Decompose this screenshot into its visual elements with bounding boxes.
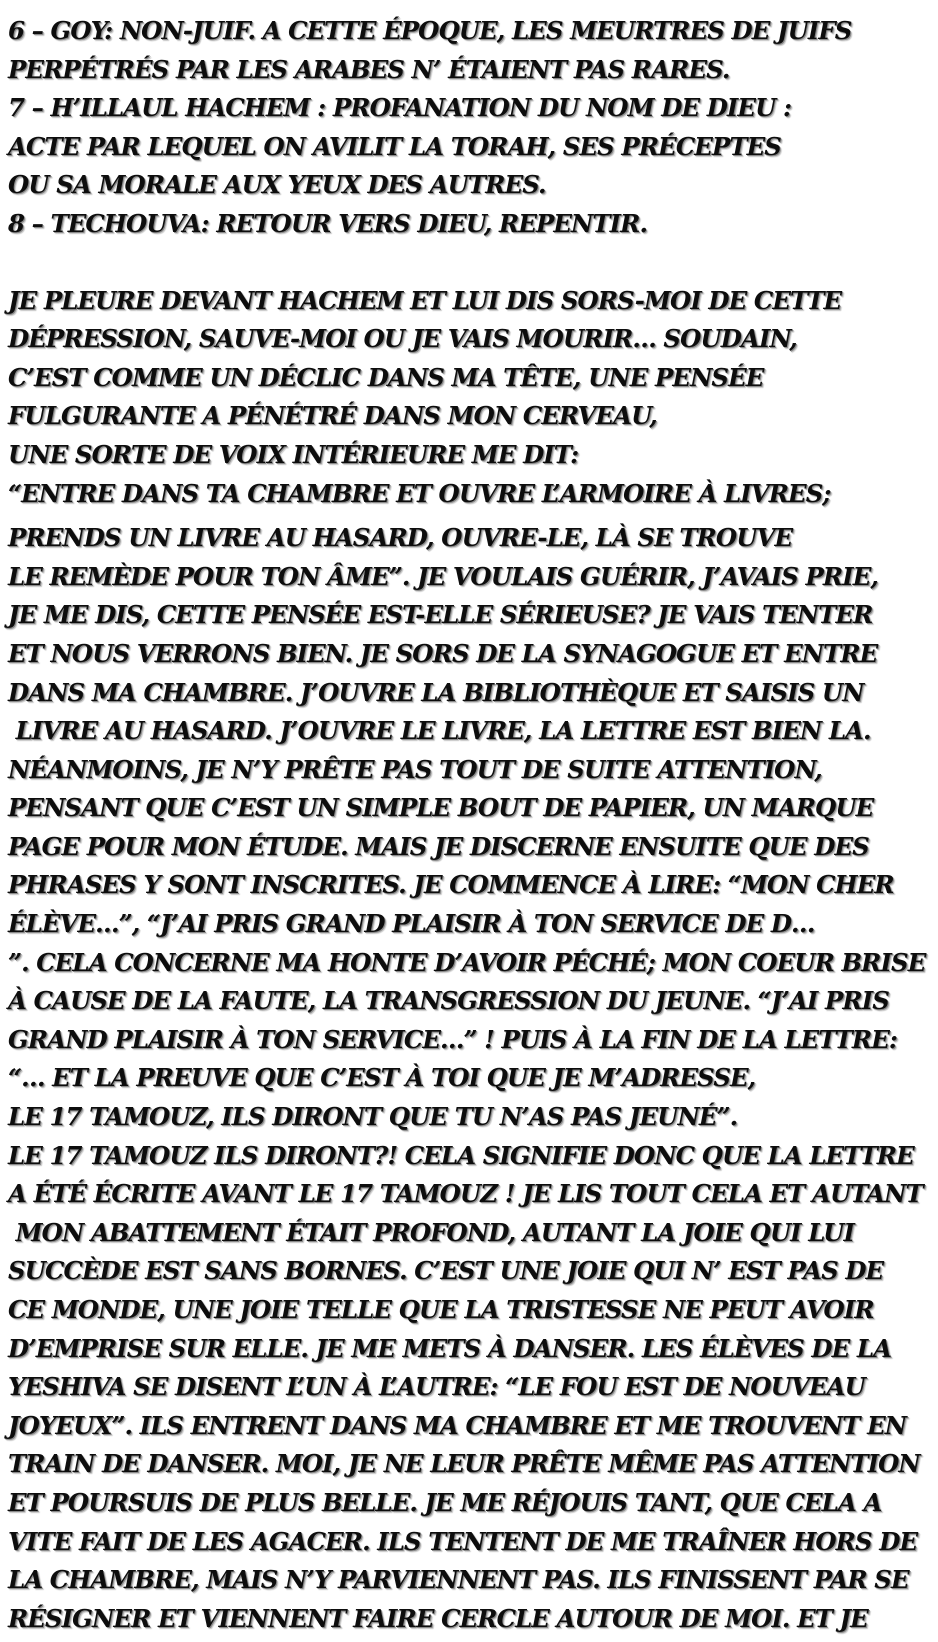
text-line: LA CHAMBRE, MAIS N’Y PARVIENNENT PAS. ILS FINISSENT PAR SE xyxy=(8,1565,909,1595)
text-line: LE REMÈDE POUR TON ÂME”. JE VOULAIS GUÉRIR, J’AVAIS PRIE, xyxy=(8,561,878,591)
text-line: LE 17 TAMOUZ ILS DIRONT?! CELA SIGNIFIE DONC QUE LA LETTRE xyxy=(8,1140,914,1170)
note-line: OU SA MORALE AUX YEUX DES AUTRES. xyxy=(8,170,546,200)
text-line: “… ET LA PREUVE QUE C’EST À TOI QUE JE M’ADRESSE, xyxy=(8,1063,756,1093)
text-line: JE ME DIS, CETTE PENSÉE EST-ELLE SÉRIEUSE? JE VAIS TENTER xyxy=(8,600,873,630)
text-line: VITE FAIT DE LES AGACER. ILS TENTENT DE ME TRAÎNER HORS DE xyxy=(8,1526,918,1556)
text-line: CE MONDE, UNE JOIE TELLE QUE LA TRISTESSE NE PEUT AVOIR xyxy=(8,1295,874,1324)
text-line: D’EMPRISE SUR ELLE. JE ME METS À DANSER. LES ÉLÈVES DE LA xyxy=(8,1333,892,1363)
text-line: PENSANT QUE C’EST UN SIMPLE BOUT DE PAPIER, UN MARQUE xyxy=(8,793,874,823)
text-line: NÉANMOINS, JE N’Y PRÊTE PAS TOUT DE SUITE ATTENTION, xyxy=(8,754,822,784)
text-line: C’EST COMME UN DÉCLIC DANS MA TÊTE, UNE PENSÉE xyxy=(8,362,764,392)
text-line: PRENDS UN LIVRE AU HASARD, OUVRE-LE, LÀ SE TROUVE xyxy=(8,523,793,553)
text-line: PAGE POUR MON ÉTUDE. MAIS JE DISCERNE ENSUITE QUE DES xyxy=(8,831,869,861)
text-line: JOYEUX”. ILS ENTRENT DANS MA CHAMBRE ET ME TROUVENT EN xyxy=(8,1410,907,1440)
text-line: YESHIVA SE DISENT L’UN À L’AUTRE: “LE FOU EST DE NOUVEAU xyxy=(8,1372,865,1402)
text-line: “ENTRE DANS TA CHAMBRE ET OUVRE L’ARMOIRE À LIVRES; xyxy=(8,478,831,508)
note-line: 7 – H’ILLAUL HACHEM : PROFANATION DU NOM DE DIEU : xyxy=(8,93,792,123)
document-page xyxy=(8,12,936,1638)
text-line: ÉLÈVE…”, “J’AI PRIS GRAND PLAISIR À TON SERVICE DE D… xyxy=(8,909,815,939)
text-line: LIVRE AU HASARD. J’OUVRE LE LIVRE, LA LETTRE EST BIEN LA. xyxy=(8,716,871,746)
text-line: ET NOUS VERRONS BIEN. JE SORS DE LA SYNAGOGUE ET ENTRE xyxy=(8,638,878,668)
text-line: GRAND PLAISIR À TON SERVICE…” ! PUIS À LA FIN DE LA LETTRE: xyxy=(8,1024,897,1054)
text-line: ”. CELA CONCERNE MA HONTE D’AVOIR PÉCHÉ; MON COEUR BRISE xyxy=(8,947,926,977)
text-line: SUCCÈDE EST SANS BORNES. C’EST UNE JOIE QUI N’ EST PAS DE xyxy=(8,1256,884,1286)
text-line: PHRASES Y SONT INSCRITES. JE COMMENCE À LIRE: “MON CHER xyxy=(8,870,894,900)
text-line: À CAUSE DE LA FAUTE, LA TRANSGRESSION DU JEUNE. “J’AI PRIS xyxy=(8,986,889,1016)
text-line: A ÉTÉ ÉCRITE AVANT LE 17 TAMOUZ ! JE LIS TOUT CELA ET AUTANT xyxy=(8,1179,923,1209)
footnotes-block xyxy=(8,12,936,244)
text-line: RÉSIGNER ET VIENNENT FAIRE CERCLE AUTOUR DE MOI. ET JE xyxy=(8,1603,868,1633)
text-line: FULGURANTE A PÉNÉTRÉ DANS MON CERVEAU, xyxy=(8,401,657,431)
paragraph-1 xyxy=(8,282,936,514)
note-line: 6 – GOY: NON-JUIF. A CETTE ÉPOQUE, LES MEURTRES DE JUIFS xyxy=(8,16,852,45)
text-line: MON ABATTEMENT ÉTAIT PROFOND, AUTANT LA JOIE QUI LUI xyxy=(8,1217,854,1247)
paragraph-spacer xyxy=(8,244,936,282)
note-line: PERPÉTRÉS PAR LES ARABES N’ ÉTAIENT PAS RARES. xyxy=(8,54,730,84)
text-line: UNE SORTE DE VOIX INTÉRIEURE ME DIT: xyxy=(8,439,579,469)
paragraph-2 xyxy=(8,519,936,1638)
text-line: JE PLEURE DEVANT HACHEM ET LUI DIS SORS-MOI DE CETTE xyxy=(8,285,842,315)
text-line: LE 17 TAMOUZ, ILS DIRONT QUE TU N’AS PAS JEUNÉ”. xyxy=(8,1102,738,1132)
text-line: DÉPRESSION, SAUVE-MOI OU JE VAIS MOURIR… SOUDAIN, xyxy=(8,324,797,354)
text-line: ET POURSUIS DE PLUS BELLE. JE ME RÉJOUIS TANT, QUE CELA A xyxy=(8,1487,882,1517)
text-line: DANS MA CHAMBRE. J’OUVRE LA BIBLIOTHÈQUE ET SAISIS UN xyxy=(8,677,864,707)
note-line: 8 – TECHOUVA: RETOUR VERS DIEU, REPENTIR. xyxy=(8,208,648,238)
note-line: ACTE PAR LEQUEL ON AVILIT LA TORAH, SES PRÉCEPTES xyxy=(8,131,781,161)
text-line: TRAIN DE DANSER. MOI, JE NE LEUR PRÊTE MÊME PAS ATTENTION xyxy=(8,1449,920,1479)
